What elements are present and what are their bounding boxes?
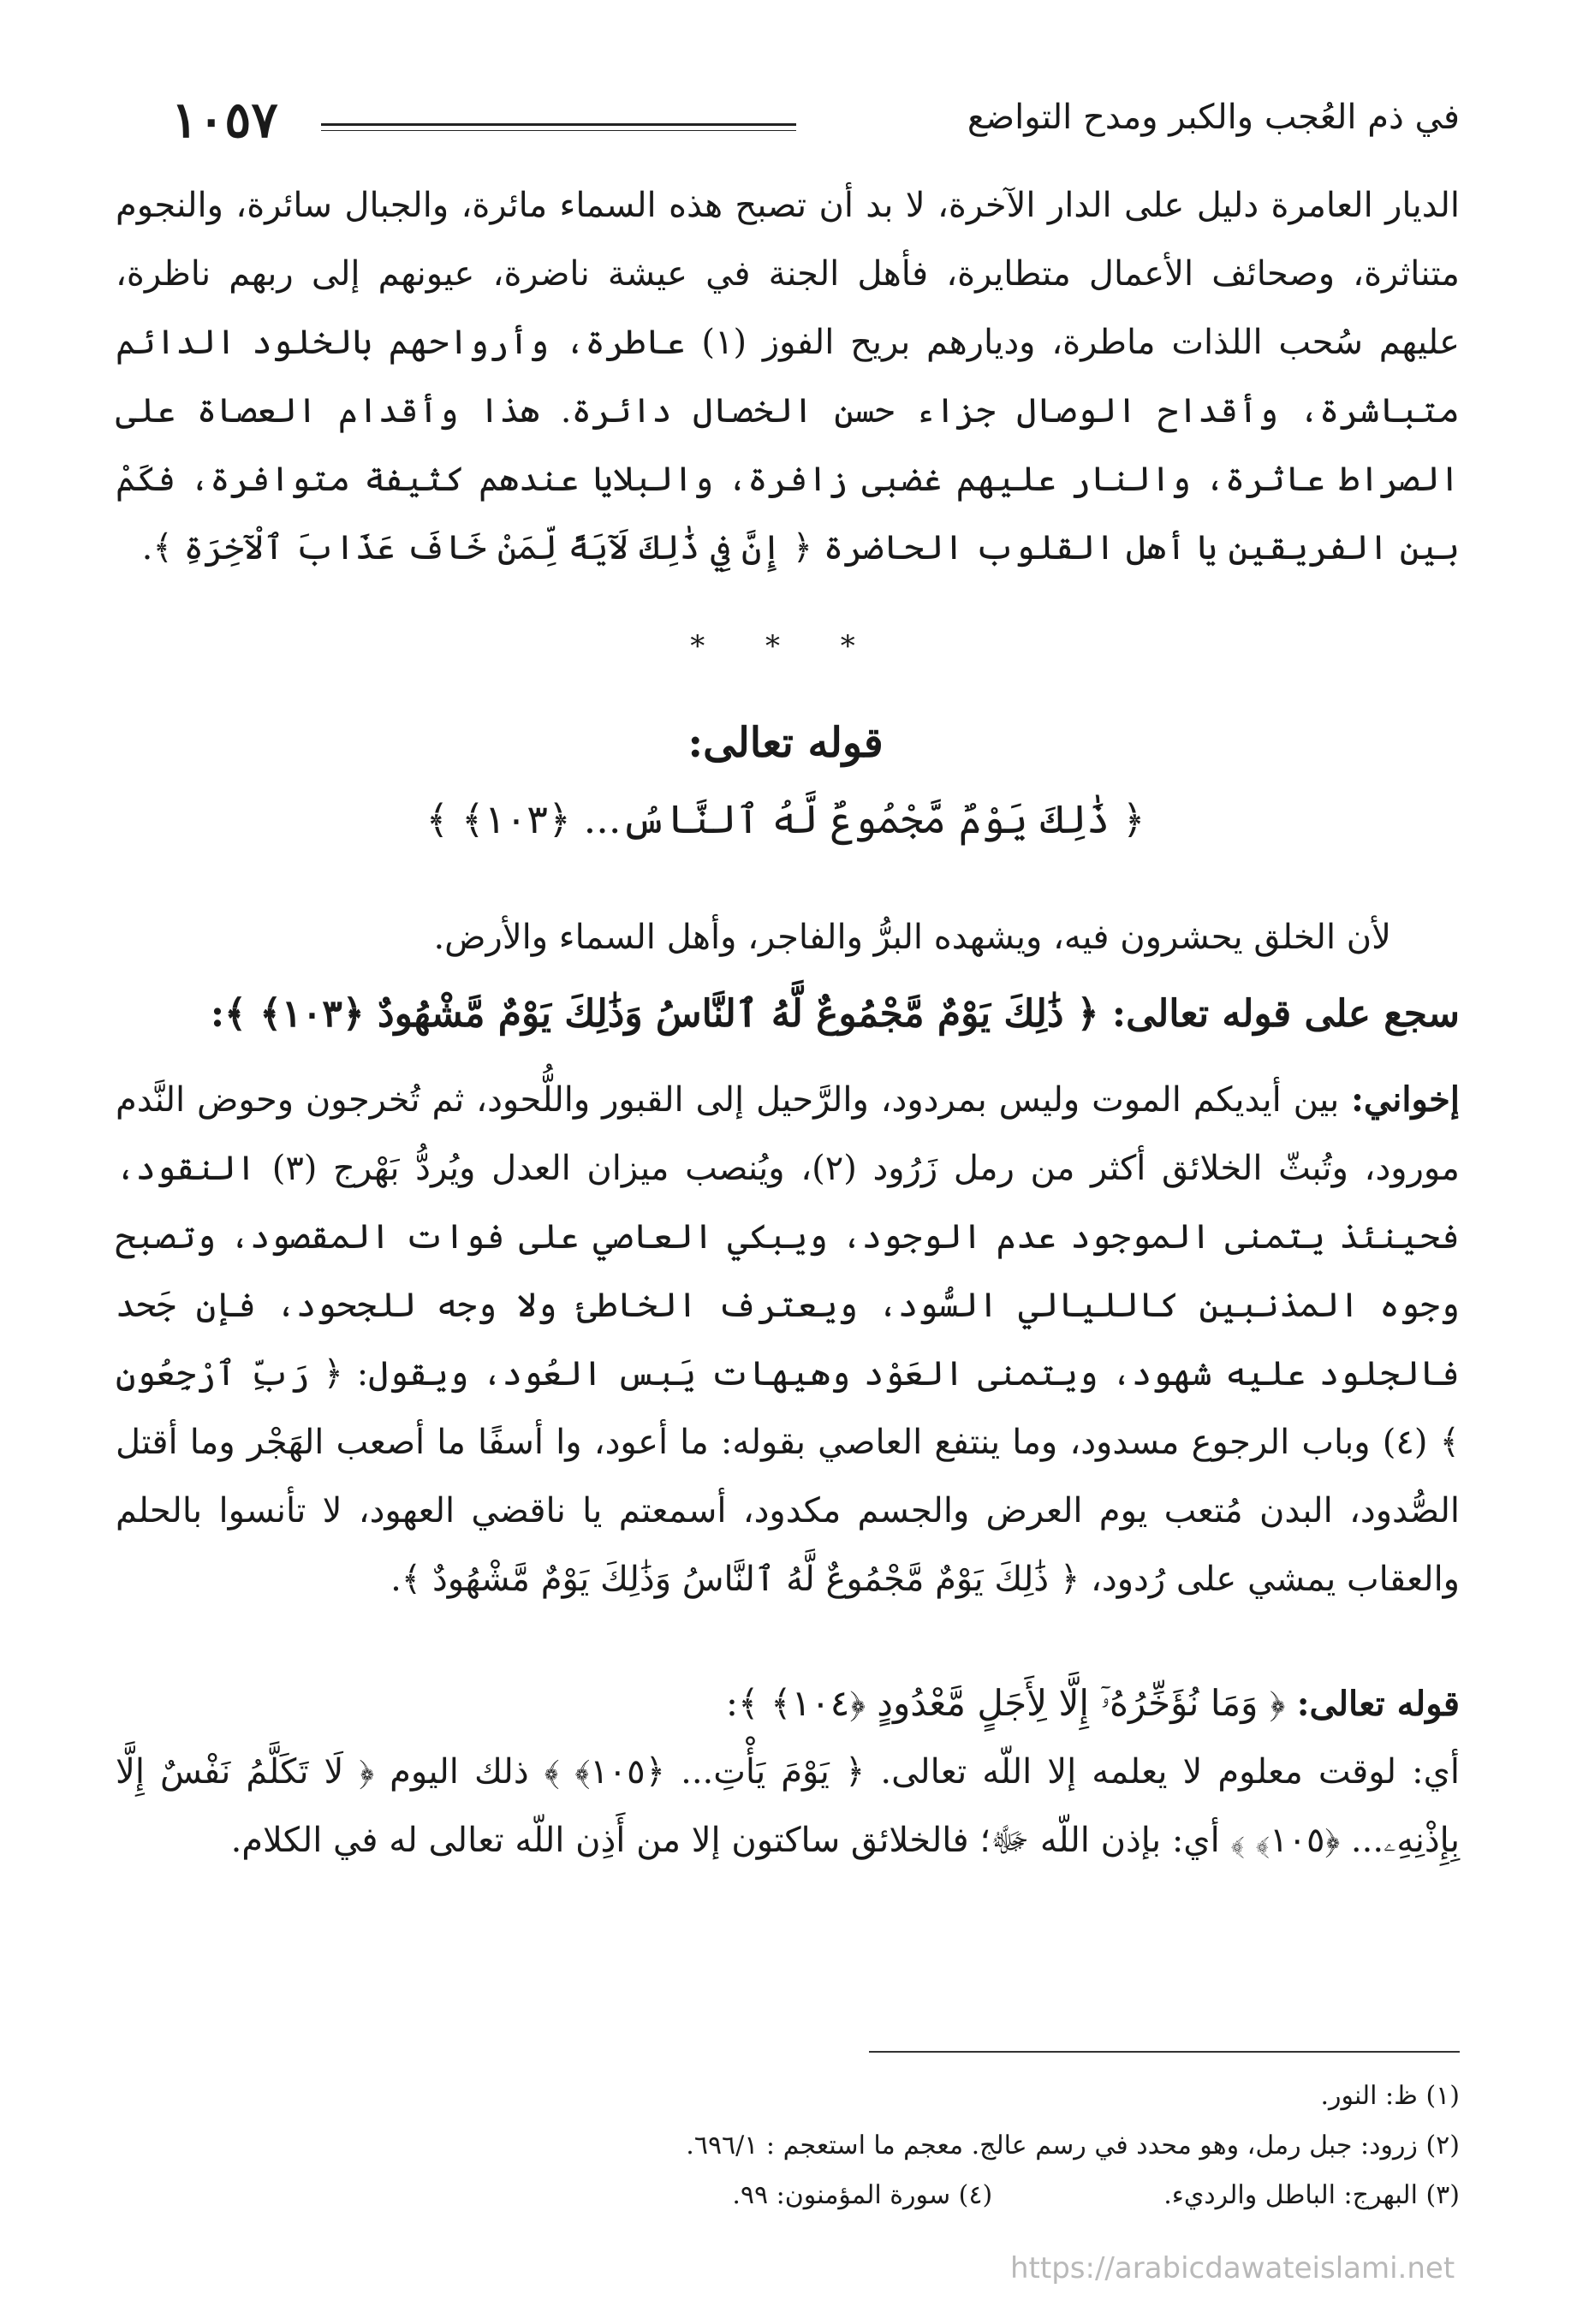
footnote-4: (٤) سورة المؤمنون: ٩٩. xyxy=(732,2180,993,2210)
footnote-1: (١) ظ: النور. xyxy=(1320,2081,1460,2111)
verse-heading-2-verse: ﴿ وَمَا نُؤَخِّرُهُۥٓ إِلَّا لِأَجَلٍ مَّعْدُودٍ ﴿١٠٤﴾ ﴾: xyxy=(725,1682,1297,1724)
verse-commentary: لأن الخلق يحشرون فيه، ويشهده البرُّ والفاجر، وأهل السماء والأرض. xyxy=(433,918,1391,957)
verse-heading-2 xyxy=(726,1669,1460,1739)
paragraph-3: أي: لوقت معلوم لا يعلمه إلا اللّه تعالى. ﴿ يَوْمَ يَأْتِ... ﴿١٠٥﴾ ﴾ ذلك اليوم ﴿ لَا تَكَلَّمُ نَفْسٌ إِلَّا بِإِذْنِهِۦ... ﴿١٠٥﴾ ﴾ أي: بإذن اللّه ﷻ؛ فالخلائق ساكتون إلا من أَذِن اللّه تعالى له في الكلام. xyxy=(116,1752,1461,1860)
section-separator: * * * xyxy=(690,629,881,663)
page-number: ١٠٥٧ xyxy=(171,91,278,149)
watermark-url: https://arabicdawateislami.net xyxy=(1010,2251,1455,2285)
paragraph-2-text: بين أيديكم الموت وليس بمردود، والرَّحيل إلى القبور واللُّحود، ثم تُخرجون وحوض النَّدم مورود، وتُبثّ الخلائق أكثر من رمل زَرُود (٢)، ويُنصب ميزان العدل ويُردُّ بَهْرج (٣) النقود، فحينئذ يتمنى الموجود عدم الوجود، ويبكي العاصي على فوات المقصود، وتصبح وجوه المذنبين كالليالي السُّود، ويعترف الخاطئ ولا وجه للجحود، فإن جَحد فالجلود عليه شهود، ويتمنى العَوْد وهيهات يَبس العُود، ويقول: ﴿ رَبِّ ٱرْجِعُونِ ﴾ (٤) وباب الرجوع مسدود، وما ينتفع العاصي بقوله: ما أعود، وا أسفًا ما أصعب الهَجْر وما أقتل الصُّدود، البدن مُتعب يوم العرض والجسم مكدود، أسمعتم يا ناقضي العهود، لا تأنسوا بالحلم والعقاب يمشي على رُدود، ﴿ ذَٰلِكَ يَوْمٌ مَّجْمُوعٌ لَّهُ ٱلنَّاسُ وَذَٰلِكَ يَوْمٌ مَّشْهُودٌ ﴾. xyxy=(116,1080,1461,1599)
footnote-rule xyxy=(869,2051,1460,2053)
sajaa-heading: سجع على قوله تعالى: ﴿ ذَٰلِكَ يَوْمٌ مَّجْمُوعٌ لَّهُ ٱلنَّاسُ وَذَٰلِكَ يَوْمٌ مَّشْهُودٌ ﴿١٠٣﴾ ﴾: xyxy=(210,992,1460,1036)
section-heading: قوله تعالى: xyxy=(687,719,884,767)
section-verse: ﴿ ذَٰلِكَ يَوْمٌ مَّجْمُوعٌ لَّهُ ٱلنَّاسُ... ﴿١٠٣﴾ ﴾ xyxy=(425,796,1146,842)
chapter-title: في ذم العُجب والكبر ومدح التواضع xyxy=(967,98,1460,137)
paragraph-2 xyxy=(116,1066,1460,1614)
footnote-2: (٢) زرود: جبل رمل، وهو محدد في رسم عالج. معجم ما استعجم : ٦٩٦/١. xyxy=(686,2131,1460,2161)
footnote-3: (٣) البهرج: الباطل والرديء. xyxy=(1163,2180,1460,2210)
header-rule xyxy=(321,123,796,131)
footnote-row-3-4 xyxy=(116,2171,1460,2220)
paragraph-1: الديار العامرة دليل على الدار الآخرة، لا بد أن تصبح هذه السماء مائرة، والجبال سائرة، والنجوم متناثرة، وصحائف الأعمال متطايرة، فأهل الجنة في عيشة ناضرة، عيونهم إلى ربهم ناظرة، عليهم سُحب اللذات ماطرة، وديارهم بريح الفوز (١) عاطرة، وأرواحهم بالخلود الدائم متباشرة، وأقداح الوصال جزاء حسن الخصال دائرة. هذا وأقدام العصاة على الصراط عاثرة، والنار عليهم غضبى زافرة، والبلايا عندهم كثيفة متوافرة، فكَمْ بين الفريقين يا أهل القلوب الحاضرة ﴿ إِنَّ فِي ذَٰلِكَ لَآيَةً لِّمَنْ خَافَ عَذَابَ ٱلْآخِرَةِ ﴾. xyxy=(116,186,1461,568)
running-header xyxy=(171,92,1460,152)
verse-heading-2-lead: قوله تعالى: xyxy=(1296,1684,1460,1724)
footnotes xyxy=(116,2071,1460,2220)
paragraph-2-lead: إخواني: xyxy=(1351,1079,1460,1120)
